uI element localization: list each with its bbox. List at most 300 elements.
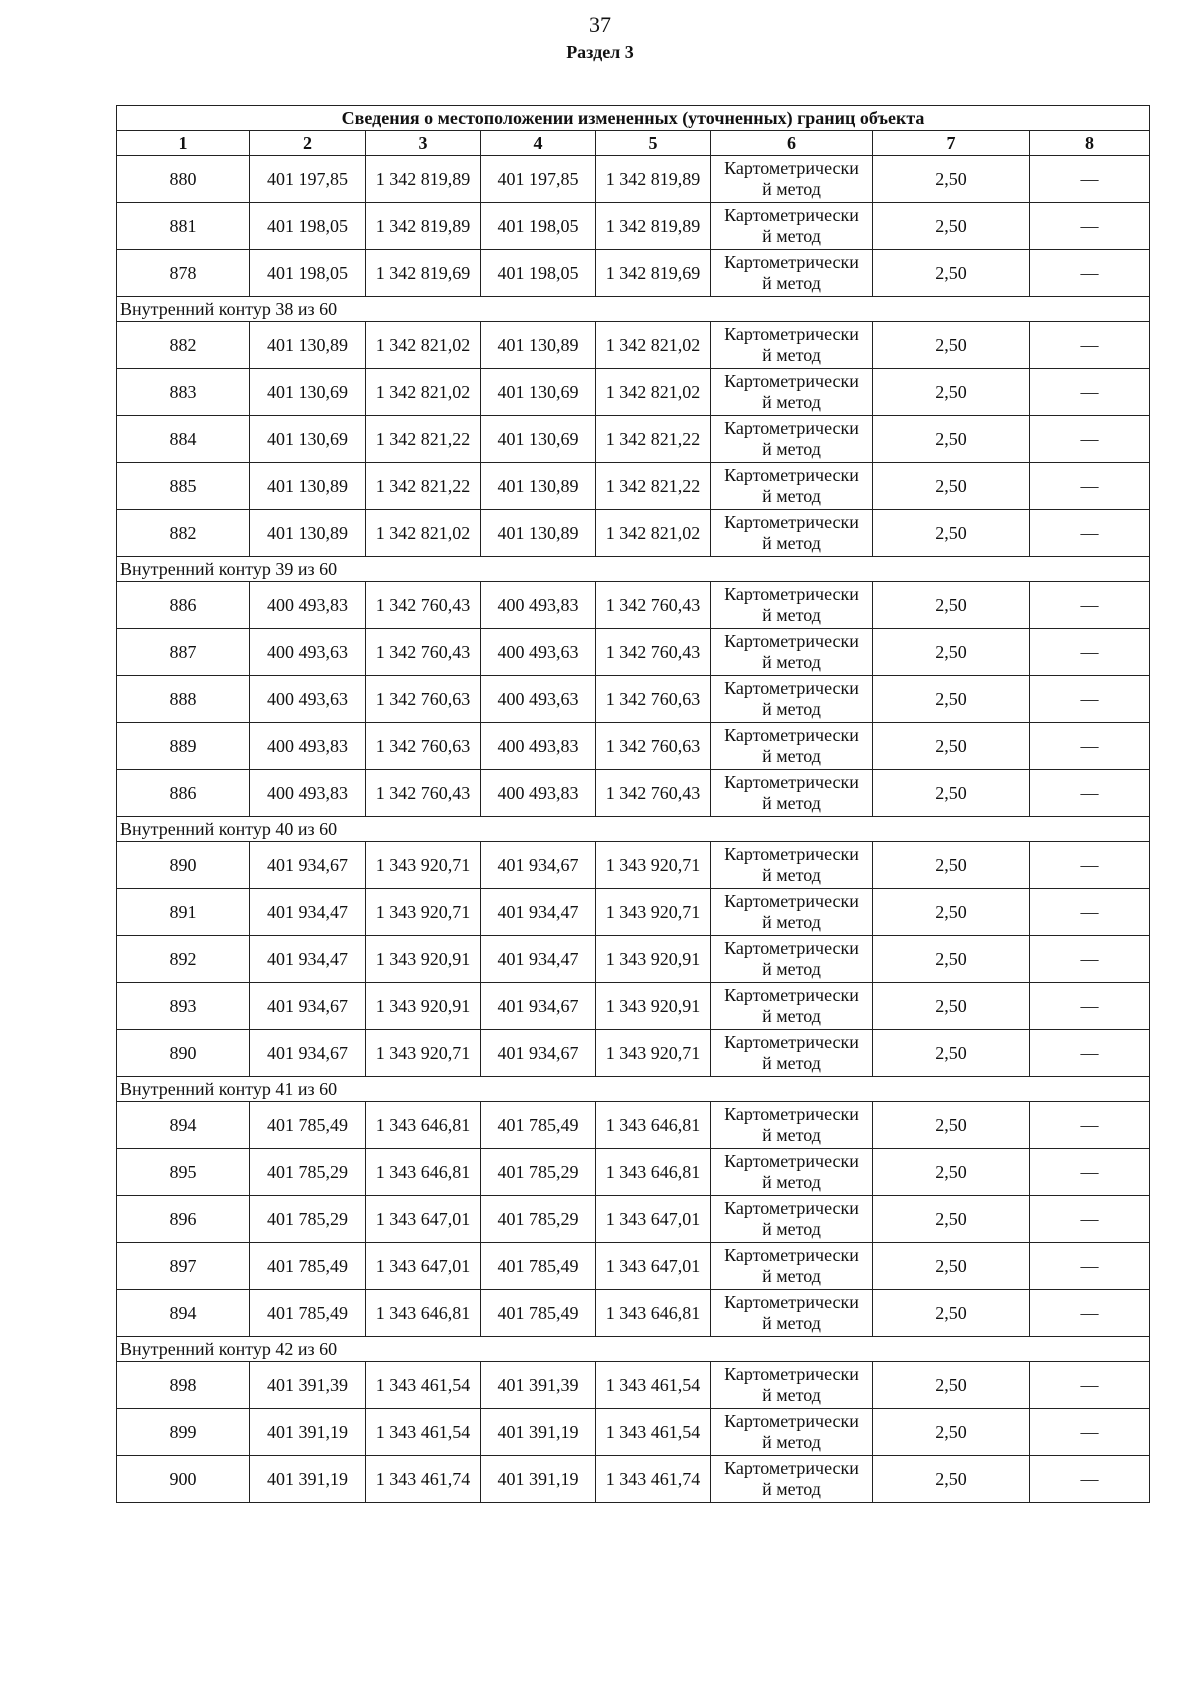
x-old-cell: 401 130,69 (250, 369, 366, 416)
accuracy-cell: 2,50 (873, 1196, 1030, 1243)
y-new-cell: 1 342 821,22 (596, 416, 711, 463)
accuracy-cell: 2,50 (873, 723, 1030, 770)
description-cell: — (1030, 1409, 1150, 1456)
method-text-line: й метод (762, 1479, 821, 1499)
table-row (117, 1243, 1150, 1290)
method-cell (711, 250, 873, 297)
method-text-line: Картометрически (724, 1245, 859, 1265)
y-new-cell: 1 342 821,22 (596, 463, 711, 510)
method-text-line: Картометрически (724, 252, 859, 272)
method-cell (711, 463, 873, 510)
y-new-cell: 1 343 461,54 (596, 1362, 711, 1409)
y-old-cell: 1 343 461,54 (366, 1362, 481, 1409)
method-cell (711, 676, 873, 723)
x-old-cell: 401 130,89 (250, 463, 366, 510)
y-old-cell: 1 343 920,71 (366, 889, 481, 936)
x-old-cell: 401 934,67 (250, 842, 366, 889)
table-row (117, 983, 1150, 1030)
y-new-cell: 1 343 920,71 (596, 1030, 711, 1077)
method-text-line: Картометрически (724, 158, 859, 178)
table-row (117, 416, 1150, 463)
accuracy-cell: 2,50 (873, 1243, 1030, 1290)
point-number-cell: 886 (117, 770, 250, 817)
y-new-cell: 1 343 920,91 (596, 936, 711, 983)
contour-label: Внутренний контур 39 из 60 (117, 557, 1150, 582)
method-cell (711, 629, 873, 676)
x-new-cell: 400 493,83 (481, 770, 596, 817)
accuracy-cell: 2,50 (873, 983, 1030, 1030)
section-title: Раздел 3 (566, 42, 634, 62)
method-text-line: й метод (762, 179, 821, 199)
accuracy-cell: 2,50 (873, 156, 1030, 203)
point-number-cell: 895 (117, 1149, 250, 1196)
column-header-row (117, 131, 1150, 156)
point-number-cell: 897 (117, 1243, 250, 1290)
method-text-line: Картометрически (724, 1458, 859, 1478)
y-old-cell: 1 343 646,81 (366, 1290, 481, 1337)
description-cell: — (1030, 1290, 1150, 1337)
y-old-cell: 1 342 821,02 (366, 369, 481, 416)
x-old-cell: 401 198,05 (250, 250, 366, 297)
method-text-line: Картометрически (724, 844, 859, 864)
table-row (117, 1409, 1150, 1456)
table-row (117, 250, 1150, 297)
table-row (117, 1149, 1150, 1196)
method-text-line: й метод (762, 226, 821, 246)
method-cell (711, 322, 873, 369)
x-new-cell: 401 785,49 (481, 1290, 596, 1337)
x-new-cell: 401 934,47 (481, 889, 596, 936)
x-new-cell: 401 934,67 (481, 983, 596, 1030)
accuracy-cell: 2,50 (873, 1030, 1030, 1077)
y-old-cell: 1 343 920,71 (366, 1030, 481, 1077)
x-new-cell: 401 130,89 (481, 463, 596, 510)
x-new-cell: 401 785,49 (481, 1102, 596, 1149)
description-cell: — (1030, 463, 1150, 510)
description-cell: — (1030, 1362, 1150, 1409)
accuracy-cell: 2,50 (873, 250, 1030, 297)
method-text-line: й метод (762, 1313, 821, 1333)
description-cell: — (1030, 629, 1150, 676)
table-row (117, 676, 1150, 723)
x-old-cell: 401 391,19 (250, 1456, 366, 1503)
accuracy-cell: 2,50 (873, 1102, 1030, 1149)
y-new-cell: 1 342 819,69 (596, 250, 711, 297)
x-new-cell: 400 493,63 (481, 629, 596, 676)
x-new-cell: 401 391,19 (481, 1409, 596, 1456)
method-cell (711, 889, 873, 936)
x-old-cell: 401 934,67 (250, 983, 366, 1030)
x-old-cell: 401 130,89 (250, 510, 366, 557)
description-cell: — (1030, 889, 1150, 936)
y-old-cell: 1 342 760,63 (366, 676, 481, 723)
x-old-cell: 401 391,39 (250, 1362, 366, 1409)
table-body (117, 156, 1150, 1503)
x-old-cell: 401 197,85 (250, 156, 366, 203)
method-cell (711, 1456, 873, 1503)
point-number-cell: 896 (117, 1196, 250, 1243)
method-text-line: Картометрически (724, 371, 859, 391)
y-new-cell: 1 342 819,89 (596, 156, 711, 203)
table-row (117, 889, 1150, 936)
point-number-cell: 898 (117, 1362, 250, 1409)
table-row (117, 463, 1150, 510)
description-cell: — (1030, 676, 1150, 723)
table-title: Сведения о местоположении измененных (уточненных) границ объекта (117, 106, 1150, 131)
method-text-line: й метод (762, 273, 821, 293)
description-cell: — (1030, 1030, 1150, 1077)
x-old-cell: 401 391,19 (250, 1409, 366, 1456)
column-header: 6 (711, 131, 873, 156)
y-old-cell: 1 342 819,89 (366, 156, 481, 203)
column-header: 3 (366, 131, 481, 156)
method-text-line: Картометрически (724, 512, 859, 532)
x-old-cell: 401 785,49 (250, 1290, 366, 1337)
table-row (117, 629, 1150, 676)
table-row (117, 1362, 1150, 1409)
description-cell: — (1030, 369, 1150, 416)
column-header: 7 (873, 131, 1030, 156)
y-new-cell: 1 343 920,91 (596, 983, 711, 1030)
y-new-cell: 1 343 920,71 (596, 842, 711, 889)
accuracy-cell: 2,50 (873, 770, 1030, 817)
y-new-cell: 1 342 760,63 (596, 723, 711, 770)
y-old-cell: 1 343 920,91 (366, 983, 481, 1030)
description-cell: — (1030, 203, 1150, 250)
accuracy-cell: 2,50 (873, 322, 1030, 369)
description-cell: — (1030, 770, 1150, 817)
table-row (117, 723, 1150, 770)
x-old-cell: 401 198,05 (250, 203, 366, 250)
point-number-cell: 890 (117, 1030, 250, 1077)
description-cell: — (1030, 1456, 1150, 1503)
method-text-line: й метод (762, 1385, 821, 1405)
table-row (117, 1196, 1150, 1243)
description-cell: — (1030, 582, 1150, 629)
column-header: 2 (250, 131, 366, 156)
table-row (117, 770, 1150, 817)
table-row (117, 1456, 1150, 1503)
x-new-cell: 401 391,19 (481, 1456, 596, 1503)
description-cell: — (1030, 723, 1150, 770)
column-header: 5 (596, 131, 711, 156)
description-cell: — (1030, 1243, 1150, 1290)
x-new-cell: 400 493,63 (481, 676, 596, 723)
y-new-cell: 1 342 760,43 (596, 770, 711, 817)
accuracy-cell: 2,50 (873, 1456, 1030, 1503)
y-old-cell: 1 342 760,43 (366, 629, 481, 676)
table-row (117, 1290, 1150, 1337)
y-new-cell: 1 343 647,01 (596, 1243, 711, 1290)
x-new-cell: 401 130,89 (481, 510, 596, 557)
point-number-cell: 880 (117, 156, 250, 203)
table-row (117, 510, 1150, 557)
y-new-cell: 1 342 760,63 (596, 676, 711, 723)
method-text-line: Картометрически (724, 205, 859, 225)
table-row (117, 322, 1150, 369)
column-header: 4 (481, 131, 596, 156)
page-number: 37 (589, 12, 611, 37)
x-new-cell: 401 785,29 (481, 1149, 596, 1196)
method-text-line: й метод (762, 1053, 821, 1073)
contour-row (117, 297, 1150, 322)
point-number-cell: 885 (117, 463, 250, 510)
method-text-line: Картометрически (724, 891, 859, 911)
method-text-line: й метод (762, 793, 821, 813)
x-new-cell: 401 130,89 (481, 322, 596, 369)
accuracy-cell: 2,50 (873, 629, 1030, 676)
y-old-cell: 1 342 760,63 (366, 723, 481, 770)
x-old-cell: 400 493,83 (250, 770, 366, 817)
description-cell: — (1030, 1149, 1150, 1196)
method-cell (711, 1196, 873, 1243)
y-old-cell: 1 343 920,91 (366, 936, 481, 983)
accuracy-cell: 2,50 (873, 416, 1030, 463)
method-text-line: й метод (762, 1266, 821, 1286)
point-number-cell: 887 (117, 629, 250, 676)
point-number-cell: 889 (117, 723, 250, 770)
y-old-cell: 1 343 461,74 (366, 1456, 481, 1503)
point-number-cell: 900 (117, 1456, 250, 1503)
y-old-cell: 1 343 647,01 (366, 1243, 481, 1290)
y-new-cell: 1 343 646,81 (596, 1290, 711, 1337)
y-old-cell: 1 343 647,01 (366, 1196, 481, 1243)
method-text-line: й метод (762, 1125, 821, 1145)
y-old-cell: 1 343 646,81 (366, 1149, 481, 1196)
description-cell: — (1030, 416, 1150, 463)
method-text-line: Картометрически (724, 678, 859, 698)
column-header: 8 (1030, 131, 1150, 156)
point-number-cell: 894 (117, 1290, 250, 1337)
y-new-cell: 1 343 646,81 (596, 1102, 711, 1149)
y-new-cell: 1 342 821,02 (596, 369, 711, 416)
y-old-cell: 1 342 821,22 (366, 416, 481, 463)
table-row (117, 203, 1150, 250)
method-text-line: Картометрически (724, 772, 859, 792)
contour-row (117, 557, 1150, 582)
x-new-cell: 401 130,69 (481, 369, 596, 416)
point-number-cell: 891 (117, 889, 250, 936)
point-number-cell: 899 (117, 1409, 250, 1456)
method-cell (711, 983, 873, 1030)
y-new-cell: 1 343 920,71 (596, 889, 711, 936)
x-old-cell: 400 493,83 (250, 582, 366, 629)
description-cell: — (1030, 156, 1150, 203)
point-number-cell: 882 (117, 322, 250, 369)
method-cell (711, 156, 873, 203)
method-text-line: Картометрически (724, 725, 859, 745)
contour-label: Внутренний контур 38 из 60 (117, 297, 1150, 322)
method-text-line: Картометрически (724, 1151, 859, 1171)
y-new-cell: 1 342 821,02 (596, 322, 711, 369)
y-new-cell: 1 342 821,02 (596, 510, 711, 557)
x-old-cell: 401 130,69 (250, 416, 366, 463)
method-text-line: й метод (762, 439, 821, 459)
table-row (117, 582, 1150, 629)
x-old-cell: 400 493,63 (250, 629, 366, 676)
point-number-cell: 890 (117, 842, 250, 889)
method-cell (711, 1243, 873, 1290)
y-old-cell: 1 342 760,43 (366, 582, 481, 629)
method-cell (711, 770, 873, 817)
description-cell: — (1030, 250, 1150, 297)
y-new-cell: 1 342 760,43 (596, 582, 711, 629)
method-cell (711, 510, 873, 557)
method-text-line: й метод (762, 865, 821, 885)
y-old-cell: 1 343 461,54 (366, 1409, 481, 1456)
method-text-line: й метод (762, 652, 821, 672)
method-text-line: й метод (762, 1219, 821, 1239)
method-text-line: Картометрически (724, 985, 859, 1005)
accuracy-cell: 2,50 (873, 1362, 1030, 1409)
x-new-cell: 401 785,29 (481, 1196, 596, 1243)
description-cell: — (1030, 322, 1150, 369)
method-cell (711, 1102, 873, 1149)
y-old-cell: 1 342 821,22 (366, 463, 481, 510)
accuracy-cell: 2,50 (873, 676, 1030, 723)
method-cell (711, 582, 873, 629)
description-cell: — (1030, 983, 1150, 1030)
method-text-line: Картометрически (724, 1104, 859, 1124)
column-header: 1 (117, 131, 250, 156)
table-row (117, 369, 1150, 416)
table-row (117, 156, 1150, 203)
x-new-cell: 400 493,83 (481, 723, 596, 770)
contour-label: Внутренний контур 42 из 60 (117, 1337, 1150, 1362)
accuracy-cell: 2,50 (873, 369, 1030, 416)
contour-row (117, 1337, 1150, 1362)
accuracy-cell: 2,50 (873, 1290, 1030, 1337)
x-old-cell: 401 130,89 (250, 322, 366, 369)
point-number-cell: 893 (117, 983, 250, 1030)
accuracy-cell: 2,50 (873, 1409, 1030, 1456)
method-cell (711, 1149, 873, 1196)
x-old-cell: 401 934,47 (250, 889, 366, 936)
point-number-cell: 894 (117, 1102, 250, 1149)
accuracy-cell: 2,50 (873, 842, 1030, 889)
y-new-cell: 1 343 647,01 (596, 1196, 711, 1243)
method-text-line: Картометрически (724, 465, 859, 485)
accuracy-cell: 2,50 (873, 510, 1030, 557)
description-cell: — (1030, 842, 1150, 889)
point-number-cell: 882 (117, 510, 250, 557)
y-new-cell: 1 343 646,81 (596, 1149, 711, 1196)
contour-label: Внутренний контур 40 из 60 (117, 817, 1150, 842)
y-old-cell: 1 343 920,71 (366, 842, 481, 889)
method-text-line: Картометрически (724, 938, 859, 958)
point-number-cell: 892 (117, 936, 250, 983)
method-text-line: й метод (762, 1172, 821, 1192)
accuracy-cell: 2,50 (873, 582, 1030, 629)
method-text-line: Картометрически (724, 631, 859, 651)
method-cell (711, 1362, 873, 1409)
method-cell (711, 1030, 873, 1077)
method-text-line: й метод (762, 1432, 821, 1452)
y-old-cell: 1 342 760,43 (366, 770, 481, 817)
y-old-cell: 1 342 821,02 (366, 322, 481, 369)
x-old-cell: 401 934,47 (250, 936, 366, 983)
table-row (117, 1102, 1150, 1149)
point-number-cell: 884 (117, 416, 250, 463)
method-text-line: Картометрически (724, 584, 859, 604)
x-old-cell: 400 493,83 (250, 723, 366, 770)
x-old-cell: 400 493,63 (250, 676, 366, 723)
description-cell: — (1030, 1102, 1150, 1149)
contour-row (117, 817, 1150, 842)
x-new-cell: 401 785,49 (481, 1243, 596, 1290)
point-number-cell: 883 (117, 369, 250, 416)
method-text-line: й метод (762, 392, 821, 412)
method-cell (711, 369, 873, 416)
method-text-line: Картометрически (724, 324, 859, 344)
method-cell (711, 203, 873, 250)
y-old-cell: 1 342 819,69 (366, 250, 481, 297)
y-old-cell: 1 343 646,81 (366, 1102, 481, 1149)
y-new-cell: 1 343 461,54 (596, 1409, 711, 1456)
method-cell (711, 723, 873, 770)
contour-row (117, 1077, 1150, 1102)
x-new-cell: 401 934,67 (481, 842, 596, 889)
y-old-cell: 1 342 819,89 (366, 203, 481, 250)
method-text-line: й метод (762, 345, 821, 365)
point-number-cell: 881 (117, 203, 250, 250)
x-new-cell: 401 198,05 (481, 203, 596, 250)
method-text-line: Картометрически (724, 1292, 859, 1312)
x-old-cell: 401 934,67 (250, 1030, 366, 1077)
accuracy-cell: 2,50 (873, 463, 1030, 510)
method-cell (711, 416, 873, 463)
description-cell: — (1030, 936, 1150, 983)
method-text-line: й метод (762, 746, 821, 766)
method-text-line: Картометрически (724, 1411, 859, 1431)
accuracy-cell: 2,50 (873, 203, 1030, 250)
method-text-line: й метод (762, 486, 821, 506)
method-cell (711, 1290, 873, 1337)
table-row (117, 936, 1150, 983)
x-new-cell: 401 934,47 (481, 936, 596, 983)
accuracy-cell: 2,50 (873, 889, 1030, 936)
accuracy-cell: 2,50 (873, 1149, 1030, 1196)
method-text-line: й метод (762, 533, 821, 553)
x-old-cell: 401 785,29 (250, 1149, 366, 1196)
x-new-cell: 401 934,67 (481, 1030, 596, 1077)
description-cell: — (1030, 1196, 1150, 1243)
y-new-cell: 1 343 461,74 (596, 1456, 711, 1503)
boundary-coordinates-table (116, 105, 1150, 1503)
x-new-cell: 401 130,69 (481, 416, 596, 463)
method-text-line: й метод (762, 912, 821, 932)
y-new-cell: 1 342 760,43 (596, 629, 711, 676)
description-cell: — (1030, 510, 1150, 557)
x-old-cell: 401 785,29 (250, 1196, 366, 1243)
point-number-cell: 886 (117, 582, 250, 629)
point-number-cell: 878 (117, 250, 250, 297)
x-old-cell: 401 785,49 (250, 1243, 366, 1290)
table-row (117, 1030, 1150, 1077)
y-new-cell: 1 342 819,89 (596, 203, 711, 250)
x-new-cell: 400 493,83 (481, 582, 596, 629)
method-text-line: й метод (762, 1006, 821, 1026)
method-text-line: Картометрически (724, 1198, 859, 1218)
method-text-line: Картометрически (724, 1032, 859, 1052)
method-cell (711, 1409, 873, 1456)
method-text-line: Картометрически (724, 1364, 859, 1384)
contour-label: Внутренний контур 41 из 60 (117, 1077, 1150, 1102)
y-old-cell: 1 342 821,02 (366, 510, 481, 557)
x-new-cell: 401 391,39 (481, 1362, 596, 1409)
x-new-cell: 401 198,05 (481, 250, 596, 297)
method-cell (711, 936, 873, 983)
